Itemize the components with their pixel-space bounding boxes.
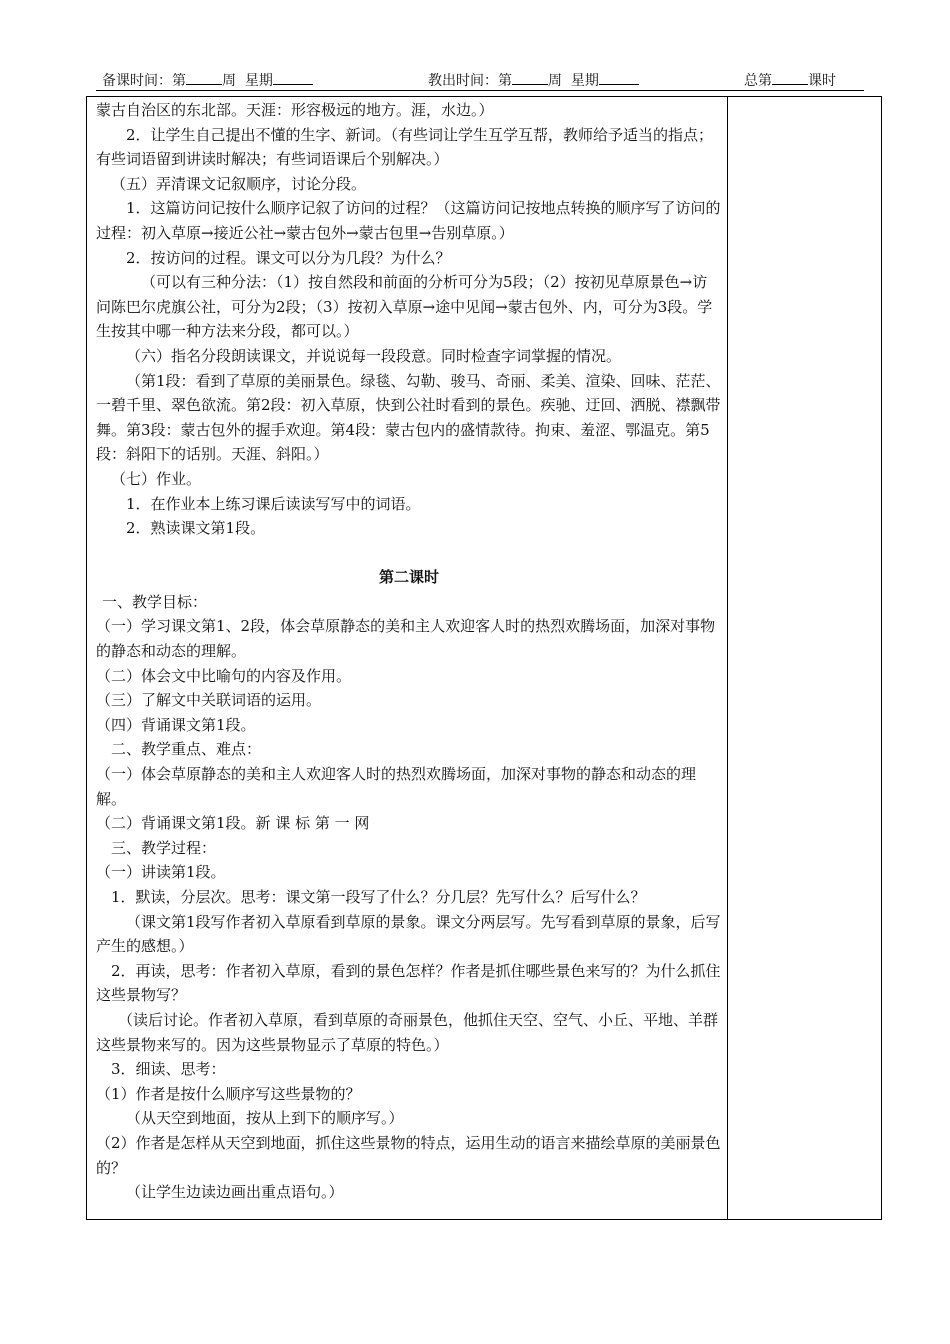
teach-time-field bbox=[428, 70, 639, 90]
teach-time-label: 教出时间：第 bbox=[428, 73, 512, 89]
prep-time-label: 备课时间：第 bbox=[102, 73, 186, 89]
week-label-2: 周 bbox=[548, 73, 562, 89]
lesson-content bbox=[96, 98, 722, 1205]
paragraph: （让学生边读边画出重点语句。） bbox=[126, 1183, 344, 1202]
prep-weekday-blank bbox=[273, 70, 313, 85]
weekday-label: 星期 bbox=[244, 73, 273, 89]
paragraph: 蒙古自治区的东北部。天涯：形容极远的地方。涯，水边。） bbox=[96, 101, 494, 119]
weekday-label-2: 星期 bbox=[570, 73, 599, 89]
teach-week-blank bbox=[512, 70, 548, 85]
paragraph: （一）讲读第1段。 bbox=[96, 863, 226, 882]
period-label: 课时 bbox=[808, 73, 836, 89]
paragraph: 1．默读，分层次。思考：课文第一段写了什么？分几层？先写什么？后写什么？ bbox=[111, 888, 646, 906]
page-header bbox=[96, 70, 864, 91]
week-label: 周 bbox=[222, 73, 236, 89]
paragraph: （三）了解文中关联词语的运用。 bbox=[96, 691, 322, 710]
paragraph: （课文第1段写作者初入草原看到草原的景象。课文分两层写。先写看到草原的景象，后写产生的感想。） bbox=[96, 912, 721, 956]
notes-column-divider bbox=[727, 97, 728, 1219]
paragraph: （二）体会文中比喻句的内容及作用。 bbox=[96, 666, 352, 685]
paragraph: （从天空到地面，按从上到下的顺序写。） bbox=[126, 1109, 404, 1128]
prep-week-blank bbox=[186, 70, 222, 85]
paragraph: （一）学习课文第1、2段，体会草原静态的美和主人欢迎客人时的热烈欢腾场面，加深对事物的静态和动态的理解。 bbox=[96, 617, 716, 661]
paragraph: （可以有三种分法：（1）按自然段和前面的分析可分为5段；（2）按初见草原景色→访问陈巴尔虎旗公社，可分为2段；（3）按初入草原→途中见闻→蒙古包外、内，可分为3段。学生按其中哪一种方法来分段，都可以。） bbox=[96, 273, 713, 341]
total-blank bbox=[772, 70, 808, 85]
paragraph: （一）体会草原静态的美和主人欢迎客人时的热烈欢腾场面，加深对事物的静态和动态的理解。 bbox=[96, 765, 697, 808]
paragraph: （2）作者是怎样从天空到地面，抓住这些景物的特点，运用生动的语言来描绘草原的美丽景色的？ bbox=[96, 1133, 721, 1177]
paragraph: 2．让学生自己提出不懂的生字、新词。（有些词让学生互学互帮，教师给予适当的指点；有些词语留到讲读时解决；有些词语课后个别解决。） bbox=[96, 125, 714, 169]
total-label: 总第 bbox=[744, 73, 772, 89]
paragraph: （二）背诵课文第1段。新 课 标 第 一 网 bbox=[96, 814, 370, 833]
blank-line bbox=[96, 541, 722, 566]
paragraph: 2．按访问的过程。课文可以分为几段？为什么？ bbox=[126, 248, 451, 267]
paragraph: （1）作者是按什么顺序写这些景物的？ bbox=[96, 1084, 361, 1103]
paragraph: （四）背诵课文第1段。 bbox=[96, 715, 256, 734]
total-period-field bbox=[744, 70, 836, 90]
paragraph: 1．在作业本上练习课后读读写写中的词语。 bbox=[126, 494, 421, 513]
lesson-title: 第二课时 bbox=[378, 568, 439, 587]
section-heading: 一、教学目标： bbox=[102, 592, 208, 611]
section-heading: 二、教学重点、难点： bbox=[111, 740, 262, 759]
section-heading: （六）指名分段朗读课文，并说说每一段段意。同时检查字词掌握的情况。 bbox=[126, 346, 622, 365]
prep-time-field bbox=[102, 70, 313, 90]
teach-weekday-blank bbox=[599, 70, 639, 85]
section-heading: （七）作业。 bbox=[111, 469, 202, 488]
paragraph: 1．这篇访问记按什么顺序记叙了访问的过程？（这篇访问记按地点转换的顺序写了访问的过程：初入草原→接近公社→蒙古包外→蒙古包里→告别草原。） bbox=[96, 199, 721, 242]
paragraph: 2．熟读课文第1段。 bbox=[126, 519, 266, 538]
paragraph: 2．再读，思考：作者初入草原，看到的景色怎样？作者是抓住哪些景色来写的？为什么抓住这些景物写？ bbox=[96, 961, 721, 1005]
lesson-table bbox=[86, 96, 882, 1220]
section-heading: （五）弄清课文记叙顺序，讨论分段。 bbox=[111, 174, 367, 193]
paragraph: 3．细读、思考： bbox=[111, 1060, 226, 1079]
paragraph: （读后讨论。作者初入草原，看到草原的奇丽景色，他抓住天空、空气、小丘、平地、羊群这些景物来写的。因为这些景物显示了草原的特色。） bbox=[96, 1010, 719, 1054]
paragraph: （第1段：看到了草原的美丽景色。绿毯、勾勒、骏马、奇丽、柔美、渲染、回味、茫茫、一碧千里、翠色欲流。第2段：初入草原，快到公社时看到的景色。疾驰、迂回、洒脱、襟飘带舞。第3段：蒙古包外的握手欢迎。第4段：蒙古包内的盛情款待。拘束、羞涩、鄂温克。第5段：斜阳下的话别。天涯、斜阳。） bbox=[96, 371, 721, 464]
section-heading: 三、教学过程： bbox=[111, 838, 217, 857]
